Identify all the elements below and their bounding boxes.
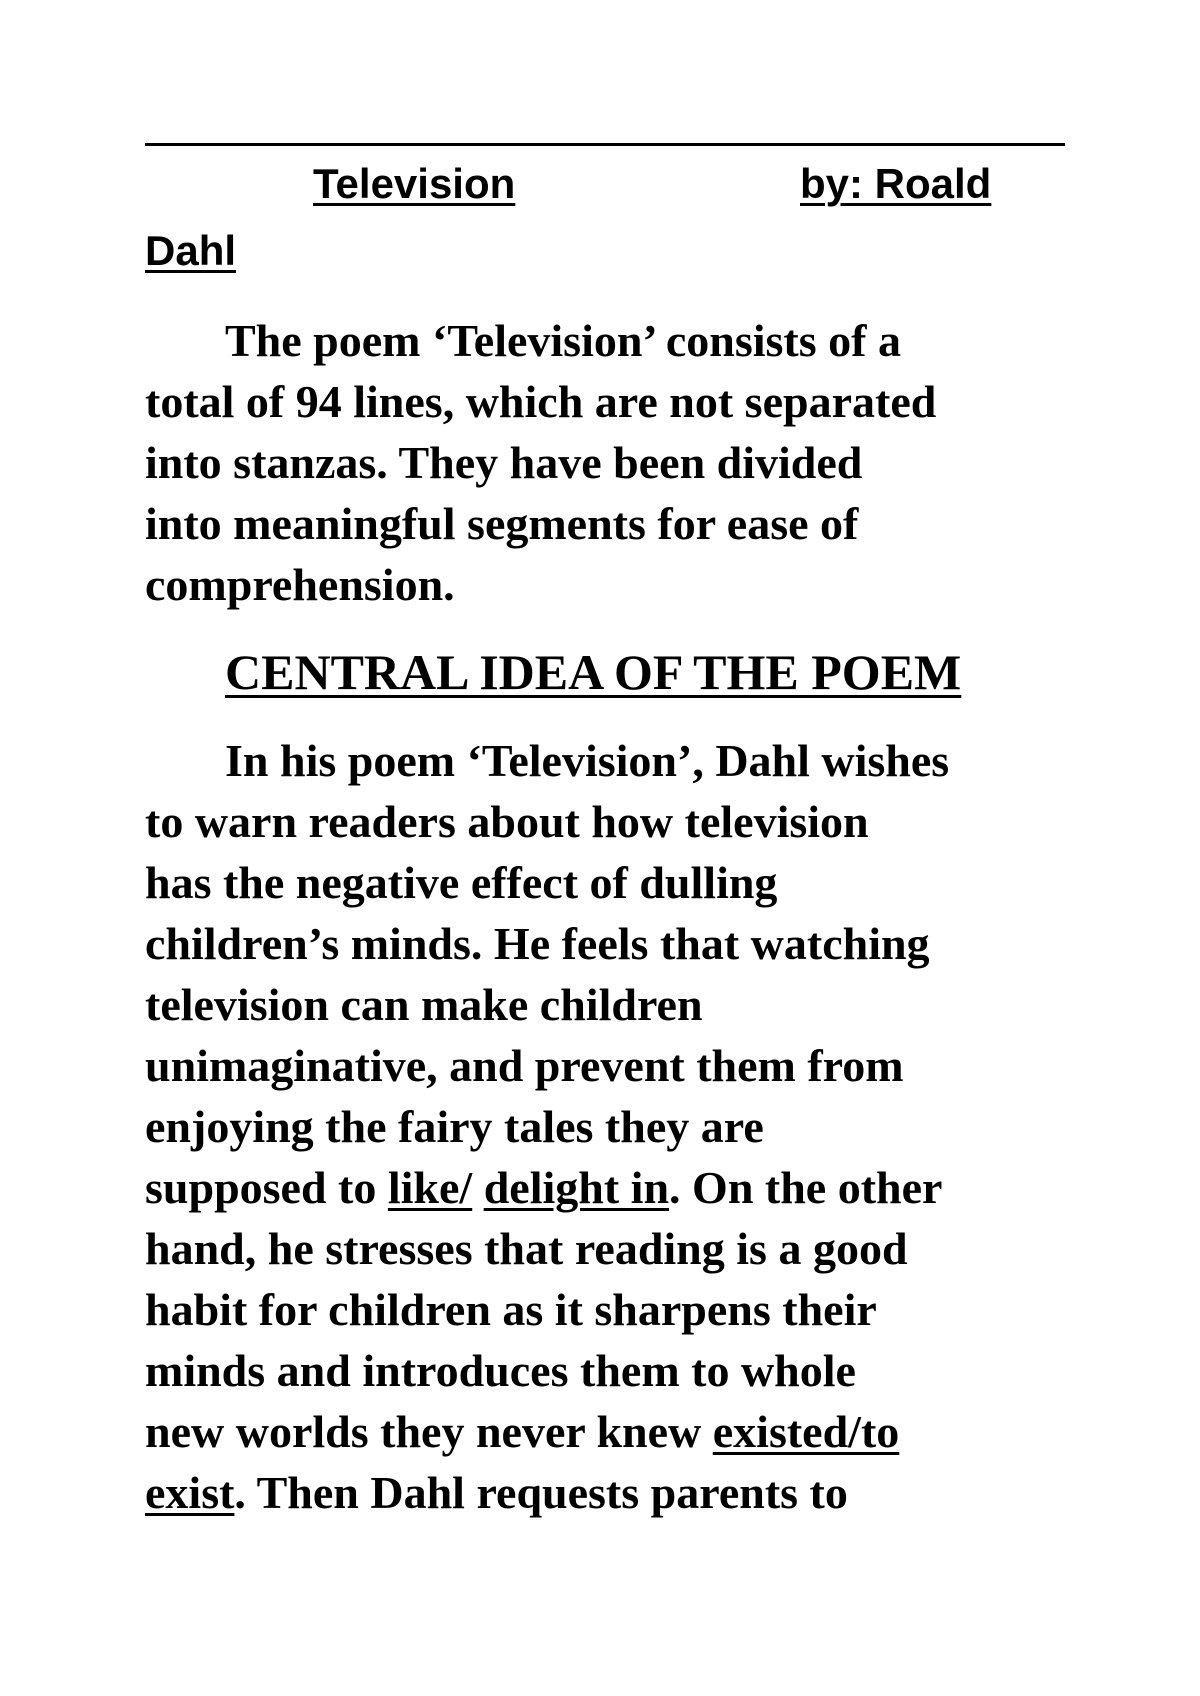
central-idea-paragraph bbox=[145, 730, 1065, 1523]
underlined-phrase: delight in bbox=[483, 1162, 670, 1213]
line-text: . Then Dahl requests parents to bbox=[234, 1467, 848, 1518]
intro-line: into meaningful segments for ease of bbox=[145, 498, 859, 549]
top-rule bbox=[145, 143, 1065, 146]
paragraph-line: has the negative effect of dulling bbox=[145, 857, 778, 908]
paragraph-line: television can make children bbox=[145, 979, 703, 1030]
paragraph-line: to warn readers about how television bbox=[145, 796, 869, 847]
section-heading bbox=[145, 640, 1065, 704]
paragraph-line: hand, he stresses that reading is a good bbox=[145, 1223, 908, 1274]
intro-line: into stanzas. They have been divided bbox=[145, 437, 863, 488]
line-text: . On the other bbox=[669, 1162, 943, 1213]
paragraph-line bbox=[145, 1157, 1065, 1218]
line-text: new worlds they never knew bbox=[145, 1406, 713, 1457]
intro-line: total of 94 lines, which are not separated bbox=[145, 376, 937, 427]
paragraph-line: In his poem ‘Television’, Dahl wishes bbox=[225, 735, 950, 786]
line-text: supposed to bbox=[145, 1162, 388, 1213]
author-byline-continued: Dahl bbox=[145, 227, 237, 274]
paragraph-line: minds and introduces them to whole bbox=[145, 1345, 856, 1396]
underlined-phrase: like/ bbox=[387, 1162, 473, 1213]
author-byline: by: Roald bbox=[800, 160, 992, 207]
intro-line: comprehension. bbox=[145, 559, 455, 610]
underlined-phrase: existed/to bbox=[712, 1406, 900, 1457]
paragraph-line: enjoying the fairy tales they are bbox=[145, 1101, 764, 1152]
section-title: CENTRAL IDEA OF THE POEM bbox=[225, 644, 962, 700]
line-text bbox=[472, 1162, 484, 1213]
heading-row bbox=[145, 154, 1065, 214]
paragraph-line: unimaginative, and prevent them from bbox=[145, 1040, 904, 1091]
intro-line: The poem ‘Television’ consists of a bbox=[225, 315, 901, 366]
heading-row-continued bbox=[145, 221, 1065, 281]
intro-paragraph bbox=[145, 310, 1065, 615]
paragraph-line bbox=[145, 1462, 1065, 1523]
paragraph-line: children’s minds. He feels that watching bbox=[145, 918, 930, 969]
underlined-phrase: exist bbox=[145, 1467, 235, 1518]
poem-title: Television bbox=[313, 160, 516, 207]
paragraph-line bbox=[145, 1401, 1065, 1462]
paragraph-line: habit for children as it sharpens their bbox=[145, 1284, 877, 1335]
